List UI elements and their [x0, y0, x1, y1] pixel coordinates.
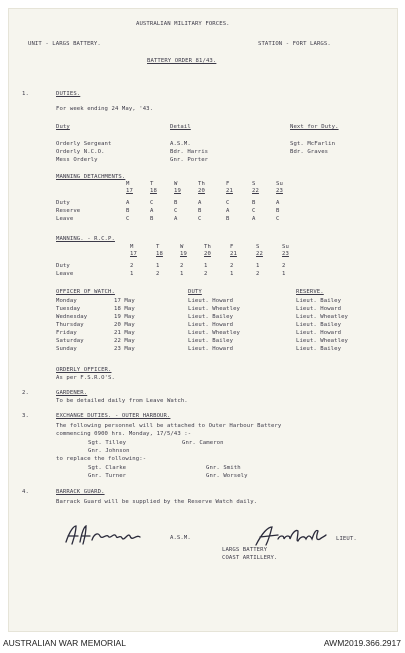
section-3-line-2: commencing 0900 hrs. Monday, 17/5/43 :- [56, 431, 192, 437]
duty-row-detail: Gnr. Porter [170, 157, 209, 163]
duty-officer: Lieut. Howard [188, 322, 234, 328]
rcp-cell: 1 [230, 271, 234, 277]
day-header: F [226, 181, 230, 187]
row-label: Duty [56, 200, 70, 206]
rcp-cell: 1 [156, 263, 160, 269]
date-header: 19 [180, 251, 187, 257]
replace-person: Sgt. Clarke [88, 465, 127, 471]
attach-person: Gnr. Cameron [182, 440, 224, 446]
duties-col-detail: Detail [170, 124, 191, 130]
weekday: Wednesday [56, 314, 88, 320]
date: 23 May [114, 346, 135, 352]
section-1-heading: DUTIES. [56, 91, 81, 97]
watch-cell: A [276, 200, 280, 206]
weekday: Sunday [56, 346, 77, 352]
rcp-cell: 2 [282, 263, 286, 269]
watch-cell: C [126, 216, 130, 222]
date: 22 May [114, 338, 135, 344]
watch-cell: A [174, 216, 178, 222]
date-header: 20 [204, 251, 211, 257]
rcp-cell: 1 [282, 271, 286, 277]
watch-cell: A [226, 208, 230, 214]
rcp-cell: 2 [230, 263, 234, 269]
watch-cell: A [198, 200, 202, 206]
replace-line: to replace the following:- [56, 456, 147, 462]
officer-duty-heading: DUTY [188, 289, 202, 295]
reserve-officer: Lieut. Howard [296, 306, 342, 312]
attach-person: Gnr. Johnson [88, 448, 130, 454]
date-header: 21 [230, 251, 237, 257]
date-header: 18 [150, 188, 157, 194]
asm-suffix: A.S.M. [170, 535, 191, 541]
section-3-number: 3. [22, 413, 29, 419]
watch-cell: A [150, 208, 154, 214]
day-header: M [126, 181, 130, 187]
day-header: M [130, 244, 134, 250]
watch-cell: C [276, 216, 280, 222]
day-header: T [150, 181, 154, 187]
lieut-signature [252, 523, 332, 549]
reserve-officer: Lieut. Bailey [296, 298, 342, 304]
watch-cell: B [276, 208, 280, 214]
reserve-officer: Lieut. Bailey [296, 346, 342, 352]
rcp-cell: 1 [204, 263, 208, 269]
day-header: Su [276, 181, 283, 187]
reserve-officer: Lieut. Wheatley [296, 314, 349, 320]
section-4-heading: BARRACK GUARD. [56, 489, 105, 495]
row-label: Reserve [56, 208, 81, 214]
battery-order-number: BATTERY ORDER 81/43. [147, 58, 217, 64]
date-header: 23 [276, 188, 283, 194]
manning-rcp-heading: MANNING. - R.C.P. [56, 236, 115, 242]
duty-officer: Lieut. Howard [188, 298, 234, 304]
date: 21 May [114, 330, 135, 336]
watch-cell: C [174, 208, 178, 214]
document-title: AUSTRALIAN MILITARY FORCES. [136, 21, 230, 27]
day-header: Th [198, 181, 205, 187]
section-2-heading: GARDENER. [56, 390, 88, 396]
rcp-cell: 1 [256, 263, 260, 269]
watch-cell: A [252, 216, 256, 222]
watch-cell: C [226, 200, 230, 206]
station-label: STATION - FORT LARGS. [258, 41, 331, 47]
watch-cell: B [252, 200, 256, 206]
weekday: Saturday [56, 338, 84, 344]
watch-cell: C [252, 208, 256, 214]
section-3-heading: EXCHANGE DUTIES. - OUTER HARBOUR. [56, 413, 171, 419]
section-3-line-1: The following personnel will be attached to Outer Harbour Battery [56, 423, 282, 429]
day-header: S [252, 181, 256, 187]
archive-footer [0, 634, 405, 652]
day-header: S [256, 244, 260, 250]
duty-row-duty: Orderly N.C.O. [56, 149, 105, 155]
day-header: Th [204, 244, 211, 250]
day-header: Su [282, 244, 289, 250]
footer-accession-number: AWM2019.366.2917 [323, 638, 401, 648]
reserve-officer: Lieut. Wheatley [296, 338, 349, 344]
replace-person: Gnr. Worsely [206, 473, 248, 479]
duties-col-next: Next for Duty. [290, 124, 339, 130]
attach-person: Sgt. Tilley [88, 440, 127, 446]
weekday: Monday [56, 298, 77, 304]
rcp-cell: 2 [180, 263, 184, 269]
date-header: 17 [130, 251, 137, 257]
signature-block-battery: LARGS BATTERY [222, 547, 268, 553]
duty-row-duty: Mess Orderly [56, 157, 98, 163]
duty-officer: Lieut. Bailey [188, 338, 234, 344]
weekday: Thursday [56, 322, 84, 328]
section-1-number: 1. [22, 91, 29, 97]
duty-row-next: Sgt. McFarlin [290, 141, 336, 147]
watch-cell: B [226, 216, 230, 222]
duty-row-detail: A.S.M. [170, 141, 191, 147]
section-2-number: 2. [22, 390, 29, 396]
section-4-text: Barrack Guard will be supplied by the Reserve Watch daily. [56, 499, 258, 505]
officer-of-watch-heading: OFFICER OF WATCH. [56, 289, 115, 295]
date: 17 May [114, 298, 135, 304]
duty-officer: Lieut. Bailey [188, 314, 234, 320]
date: 19 May [114, 314, 135, 320]
section-2-text: To be detailed daily from Leave Watch. [56, 398, 188, 404]
rcp-cell: 2 [156, 271, 160, 277]
officer-reserve-heading: RESERVE. [296, 289, 324, 295]
watch-cell: A [126, 200, 130, 206]
day-header: W [174, 181, 178, 187]
day-header: F [230, 244, 234, 250]
date: 18 May [114, 306, 135, 312]
day-header: T [156, 244, 160, 250]
rcp-cell: 2 [204, 271, 208, 277]
rcp-cell: 1 [180, 271, 184, 277]
date-header: 19 [174, 188, 181, 194]
watch-cell: C [150, 200, 154, 206]
week-ending-line: For week ending 24 May, '43. [56, 106, 154, 112]
rcp-cell: 2 [130, 263, 134, 269]
watch-cell: B [198, 208, 202, 214]
weekday: Tuesday [56, 306, 81, 312]
orderly-officer-text: As per F.S.R.O'S. [56, 375, 115, 381]
duty-row-next: Bdr. Graves [290, 149, 329, 155]
watch-cell: B [150, 216, 154, 222]
duty-officer: Lieut. Wheatley [188, 306, 241, 312]
replace-person: Gnr. Smith [206, 465, 241, 471]
date-header: 17 [126, 188, 133, 194]
date-header: 23 [282, 251, 289, 257]
watch-cell: B [126, 208, 130, 214]
date-header: 20 [198, 188, 205, 194]
duties-col-duty: Duty [56, 124, 70, 130]
asm-signature [62, 522, 162, 548]
day-header: W [180, 244, 184, 250]
date-header: 22 [252, 188, 259, 194]
date-header: 22 [256, 251, 263, 257]
replace-person: Gnr. Turner [88, 473, 127, 479]
unit-label: UNIT - LARGS BATTERY. [28, 41, 101, 47]
duty-row-duty: Orderly Sergeant [56, 141, 112, 147]
watch-cell: B [174, 200, 178, 206]
signature-block-artillery: COAST ARTILLERY. [222, 555, 278, 561]
manning-detachments-heading: MANNING DETACHMENTS. [56, 174, 126, 180]
duty-row-detail: Bdr. Harris [170, 149, 209, 155]
duty-officer: Lieut. Howard [188, 346, 234, 352]
row-label: Leave [56, 216, 74, 222]
row-label: Duty [56, 263, 70, 269]
row-label: Leave [56, 271, 74, 277]
weekday: Friday [56, 330, 77, 336]
orderly-officer-heading: ORDERLY OFFICER. [56, 367, 112, 373]
date-header: 18 [156, 251, 163, 257]
section-4-number: 4. [22, 489, 29, 495]
duty-officer: Lieut. Wheatley [188, 330, 241, 336]
date-header: 21 [226, 188, 233, 194]
reserve-officer: Lieut. Howard [296, 330, 342, 336]
footer-institution: AUSTRALIAN WAR MEMORIAL [3, 638, 126, 648]
rcp-cell: 2 [256, 271, 260, 277]
reserve-officer: Lieut. Bailey [296, 322, 342, 328]
rcp-cell: 1 [130, 271, 134, 277]
date: 20 May [114, 322, 135, 328]
watch-cell: C [198, 216, 202, 222]
lieut-suffix: LIEUT. [336, 536, 357, 542]
